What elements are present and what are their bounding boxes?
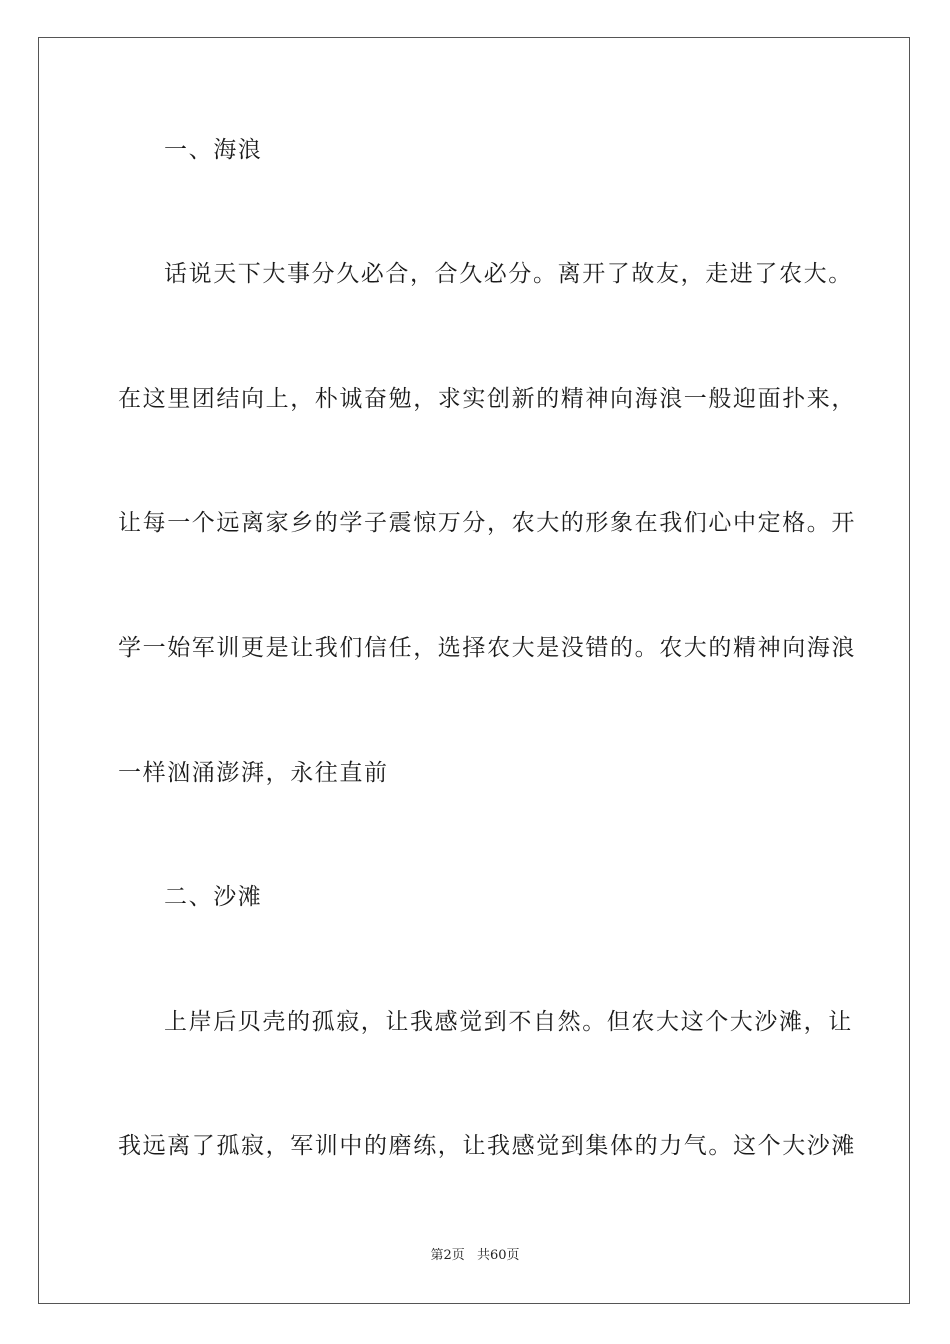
page-footer [0, 1248, 950, 1264]
page-total: 共60页 [476, 1248, 520, 1263]
paragraph-line: 让每一个远离家乡的学子震惊万分，农大的形象在我们心中定格。开 [118, 510, 856, 536]
page-border [38, 37, 910, 1304]
paragraph-line: 我远离了孤寂，军训中的磨练，让我感觉到集体的力气。这个大沙滩 [118, 1133, 856, 1159]
paragraph-line: 话说天下大事分久必合，合久必分。离开了故友，走进了农大。 [164, 261, 853, 287]
section-heading-waves: 一、海浪 [164, 137, 263, 163]
paragraph-line: 一样汹涌澎湃，永往直前 [118, 760, 389, 786]
section-heading-beach: 二、沙滩 [164, 884, 263, 910]
paragraph-line: 学一始军训更是让我们信任，选择农大是没错的。农大的精神向海浪 [118, 635, 856, 661]
paragraph-line: 上岸后贝壳的孤寂，让我感觉到不自然。但农大这个大沙滩，让 [164, 1009, 853, 1035]
paragraph-line: 在这里团结向上，朴诚奋勉，求实创新的精神向海浪一般迎面扑来， [118, 386, 856, 412]
page-number: 第2页 [430, 1248, 465, 1263]
